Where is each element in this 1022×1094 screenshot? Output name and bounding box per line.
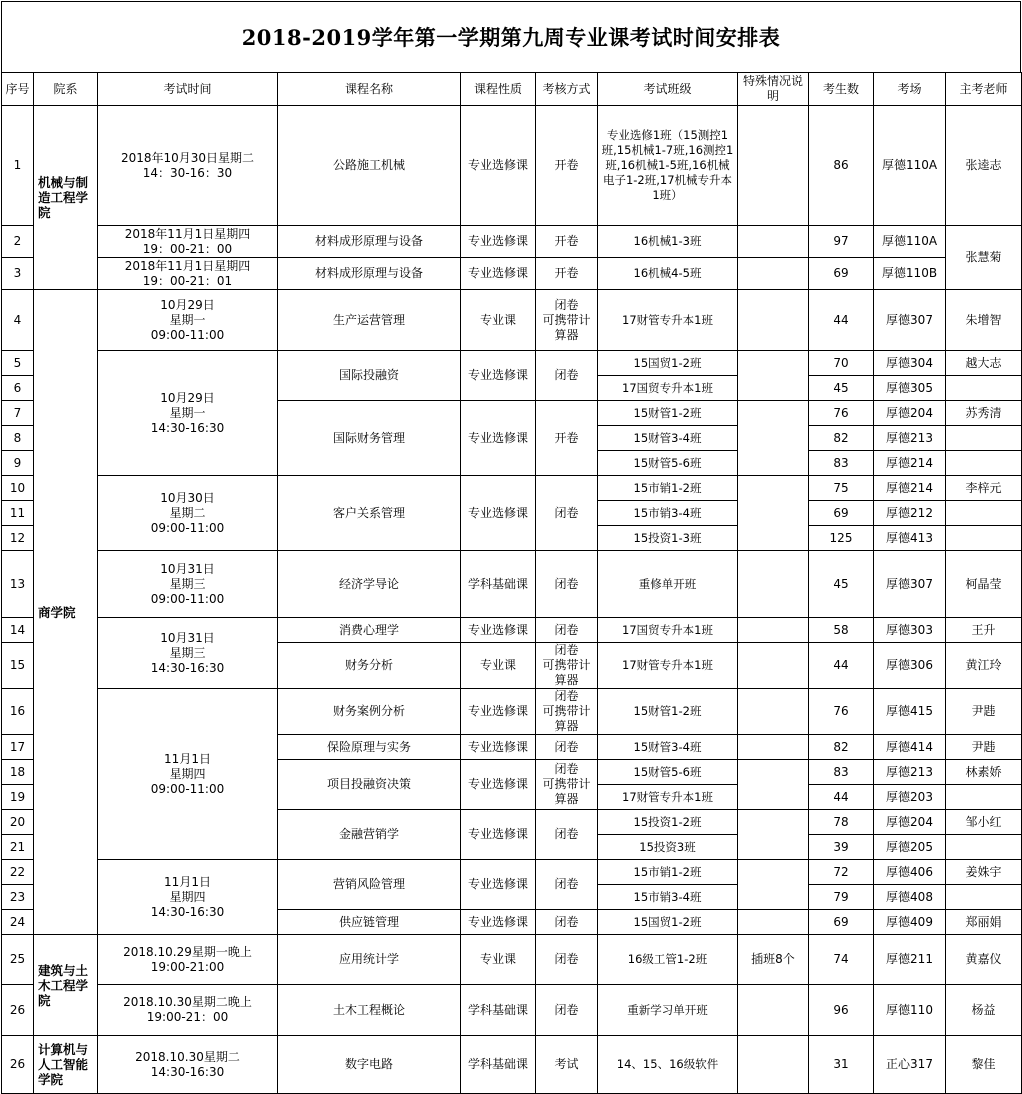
- course-type-cell: 专业选修课: [461, 401, 536, 476]
- course-name-cell: 财务分析: [278, 643, 461, 689]
- room-cell: 厚德414: [874, 735, 946, 760]
- exam-method-cell: 闭卷 可携带计算器: [536, 760, 598, 810]
- exam-method-cell: 开卷: [536, 106, 598, 226]
- student-count-cell: 75: [809, 476, 874, 501]
- class-cell: 15投资1-2班: [598, 810, 738, 835]
- room-cell: 厚德213: [874, 760, 946, 785]
- note-cell: [738, 618, 809, 643]
- row-number: 24: [2, 910, 34, 935]
- exam-method-cell: 闭卷: [536, 985, 598, 1036]
- class-cell: 15市销1-2班: [598, 476, 738, 501]
- student-count-cell: 82: [809, 426, 874, 451]
- room-cell: 厚德415: [874, 689, 946, 735]
- class-cell: 15市销1-2班: [598, 860, 738, 885]
- student-count-cell: 96: [809, 985, 874, 1036]
- course-name-cell: 应用统计学: [278, 935, 461, 985]
- course-type-cell: 学科基础课: [461, 551, 536, 618]
- course-type-cell: 学科基础课: [461, 1036, 536, 1094]
- student-count-cell: 58: [809, 618, 874, 643]
- note-cell: [738, 226, 809, 258]
- student-count-cell: 39: [809, 835, 874, 860]
- row-number: 19: [2, 785, 34, 810]
- class-cell: 重修单开班: [598, 551, 738, 618]
- room-cell: 厚德110A: [874, 226, 946, 258]
- class-cell: 17财管专升本1班: [598, 290, 738, 351]
- course-type-cell: 专业选修课: [461, 258, 536, 290]
- row-number: 7: [2, 401, 34, 426]
- course-name-cell: 材料成形原理与设备: [278, 258, 461, 290]
- teacher-cell: [946, 835, 1022, 860]
- teacher-cell: [946, 526, 1022, 551]
- note-cell: [738, 810, 809, 860]
- teacher-cell: 朱增智: [946, 290, 1022, 351]
- exam-method-cell: 闭卷: [536, 476, 598, 551]
- course-name-cell: 财务案例分析: [278, 689, 461, 735]
- class-cell: 17国贸专升本1班: [598, 618, 738, 643]
- course-type-cell: 学科基础课: [461, 985, 536, 1036]
- student-count-cell: 31: [809, 1036, 874, 1094]
- exam-time-cell: 2018年11月1日星期四 19：00-21：00: [98, 226, 278, 258]
- room-cell: 厚德214: [874, 476, 946, 501]
- exam-schedule-table: [1, 72, 1022, 1094]
- teacher-cell: 张慧菊: [946, 226, 1022, 290]
- exam-time-cell: 11月1日 星期四 09:00-11:00: [98, 689, 278, 860]
- course-name-cell: 数字电路: [278, 1036, 461, 1094]
- column-header: 课程性质: [461, 73, 536, 106]
- exam-time-cell: 2018.10.29星期一晚上 19:00-21:00: [98, 935, 278, 985]
- teacher-cell: 黎佳: [946, 1036, 1022, 1094]
- teacher-cell: 杨益: [946, 985, 1022, 1036]
- row-number: 15: [2, 643, 34, 689]
- course-type-cell: 专业选修课: [461, 810, 536, 860]
- course-name-cell: 营销风险管理: [278, 860, 461, 910]
- room-cell: 厚德205: [874, 835, 946, 860]
- course-type-cell: 专业选修课: [461, 735, 536, 760]
- exam-time-cell: 2018年10月30日星期二 14：30-16：30: [98, 106, 278, 226]
- table-row: [2, 106, 1022, 226]
- class-cell: 15财管3-4班: [598, 426, 738, 451]
- exam-method-cell: 闭卷 可携带计算器: [536, 689, 598, 735]
- exam-method-cell: 闭卷: [536, 935, 598, 985]
- student-count-cell: 45: [809, 551, 874, 618]
- teacher-cell: 尹韪: [946, 689, 1022, 735]
- class-cell: 15财管3-4班: [598, 735, 738, 760]
- student-count-cell: 45: [809, 376, 874, 401]
- course-type-cell: 专业课: [461, 290, 536, 351]
- column-header: 考试时间: [98, 73, 278, 106]
- table-row: [2, 551, 1022, 618]
- course-type-cell: 专业选修课: [461, 226, 536, 258]
- class-cell: 重新学习单开班: [598, 985, 738, 1036]
- exam-method-cell: 开卷: [536, 401, 598, 476]
- class-cell: 15财管5-6班: [598, 451, 738, 476]
- table-row: [2, 618, 1022, 643]
- teacher-cell: [946, 426, 1022, 451]
- student-count-cell: 83: [809, 451, 874, 476]
- row-number: 22: [2, 860, 34, 885]
- class-cell: 14、15、16级软件: [598, 1036, 738, 1094]
- student-count-cell: 72: [809, 860, 874, 885]
- teacher-cell: 黄嘉仪: [946, 935, 1022, 985]
- exam-method-cell: 闭卷: [536, 735, 598, 760]
- class-cell: 专业选修1班（15测控1班,15机械1-7班,16测控1班,16机械1-5班,16机械电子1-2班,17机械专升本1班）: [598, 106, 738, 226]
- exam-time-cell: 10月30日 星期二 09:00-11:00: [98, 476, 278, 551]
- table-row: [2, 476, 1022, 501]
- class-cell: 15财管5-6班: [598, 760, 738, 785]
- teacher-cell: 张逵志: [946, 106, 1022, 226]
- row-number: 8: [2, 426, 34, 451]
- table-row: [2, 860, 1022, 885]
- table-row: [2, 1036, 1022, 1094]
- exam-method-cell: 闭卷: [536, 810, 598, 860]
- note-cell: 插班8个: [738, 935, 809, 985]
- teacher-cell: 郑丽娟: [946, 910, 1022, 935]
- exam-method-cell: 闭卷: [536, 551, 598, 618]
- course-name-cell: 国际财务管理: [278, 401, 461, 476]
- class-cell: 16机械1-3班: [598, 226, 738, 258]
- course-type-cell: 专业选修课: [461, 860, 536, 910]
- room-cell: 正心317: [874, 1036, 946, 1094]
- column-header: 考生数: [809, 73, 874, 106]
- course-name-cell: 客户关系管理: [278, 476, 461, 551]
- table-row: [2, 935, 1022, 985]
- room-cell: 厚德307: [874, 551, 946, 618]
- note-cell: [738, 476, 809, 551]
- teacher-cell: 林素娇: [946, 760, 1022, 785]
- exam-method-cell: 开卷: [536, 226, 598, 258]
- row-number: 6: [2, 376, 34, 401]
- room-cell: 厚德204: [874, 810, 946, 835]
- teacher-cell: [946, 451, 1022, 476]
- room-cell: 厚德408: [874, 885, 946, 910]
- student-count-cell: 78: [809, 810, 874, 835]
- exam-time-cell: 2018.10.30星期二 14:30-16:30: [98, 1036, 278, 1094]
- note-cell: [738, 1036, 809, 1094]
- class-cell: 17国贸专升本1班: [598, 376, 738, 401]
- room-cell: 厚德303: [874, 618, 946, 643]
- course-type-cell: 专业选修课: [461, 476, 536, 551]
- course-name-cell: 国际投融资: [278, 351, 461, 401]
- room-cell: 厚德211: [874, 935, 946, 985]
- course-name-cell: 生产运营管理: [278, 290, 461, 351]
- student-count-cell: 125: [809, 526, 874, 551]
- teacher-cell: [946, 501, 1022, 526]
- room-cell: 厚德305: [874, 376, 946, 401]
- column-header: 考试班级: [598, 73, 738, 106]
- department-cell: 机械与制造工程学院: [34, 106, 98, 290]
- row-number: 10: [2, 476, 34, 501]
- exam-method-cell: 闭卷 可携带计算器: [536, 290, 598, 351]
- room-cell: 厚德203: [874, 785, 946, 810]
- room-cell: 厚德213: [874, 426, 946, 451]
- note-cell: [738, 551, 809, 618]
- teacher-cell: 越大志: [946, 351, 1022, 376]
- course-type-cell: 专业课: [461, 935, 536, 985]
- table-row: [2, 226, 1022, 258]
- row-number: 18: [2, 760, 34, 785]
- student-count-cell: 44: [809, 643, 874, 689]
- teacher-cell: [946, 376, 1022, 401]
- room-cell: 厚德110: [874, 985, 946, 1036]
- room-cell: 厚德214: [874, 451, 946, 476]
- course-name-cell: 保险原理与实务: [278, 735, 461, 760]
- teacher-cell: [946, 785, 1022, 810]
- teacher-cell: 邹小红: [946, 810, 1022, 835]
- student-count-cell: 76: [809, 689, 874, 735]
- student-count-cell: 74: [809, 935, 874, 985]
- exam-method-cell: 开卷: [536, 258, 598, 290]
- exam-time-cell: 10月31日 星期三 14:30-16:30: [98, 618, 278, 689]
- class-cell: 17财管专升本1班: [598, 785, 738, 810]
- course-type-cell: 专业选修课: [461, 106, 536, 226]
- column-header: 考场: [874, 73, 946, 106]
- row-number: 5: [2, 351, 34, 376]
- student-count-cell: 69: [809, 501, 874, 526]
- room-cell: 厚德306: [874, 643, 946, 689]
- course-name-cell: 公路施工机械: [278, 106, 461, 226]
- room-cell: 厚德406: [874, 860, 946, 885]
- note-cell: [738, 290, 809, 351]
- row-number: 1: [2, 106, 34, 226]
- room-cell: 厚德307: [874, 290, 946, 351]
- row-number: 17: [2, 735, 34, 760]
- student-count-cell: 44: [809, 785, 874, 810]
- row-number: 4: [2, 290, 34, 351]
- row-number: 13: [2, 551, 34, 618]
- table-row: [2, 689, 1022, 735]
- table-row: [2, 258, 1022, 290]
- note-cell: [738, 910, 809, 935]
- course-type-cell: 专业课: [461, 643, 536, 689]
- column-header: 序号: [2, 73, 34, 106]
- course-name-cell: 供应链管理: [278, 910, 461, 935]
- row-number: 23: [2, 885, 34, 910]
- student-count-cell: 70: [809, 351, 874, 376]
- row-number: 26: [2, 1036, 34, 1094]
- exam-method-cell: 考试: [536, 1036, 598, 1094]
- class-cell: 15投资3班: [598, 835, 738, 860]
- student-count-cell: 86: [809, 106, 874, 226]
- header-row: [2, 73, 1022, 106]
- course-type-cell: 专业选修课: [461, 910, 536, 935]
- note-cell: [738, 351, 809, 401]
- room-cell: 厚德413: [874, 526, 946, 551]
- course-type-cell: 专业选修课: [461, 618, 536, 643]
- class-cell: 15市销3-4班: [598, 885, 738, 910]
- class-cell: 17财管专升本1班: [598, 643, 738, 689]
- class-cell: 15财管1-2班: [598, 689, 738, 735]
- table-row: [2, 985, 1022, 1036]
- course-name-cell: 土木工程概论: [278, 985, 461, 1036]
- teacher-cell: 王升: [946, 618, 1022, 643]
- class-cell: 16级工管1-2班: [598, 935, 738, 985]
- note-cell: [738, 985, 809, 1036]
- course-type-cell: 专业选修课: [461, 351, 536, 401]
- student-count-cell: 69: [809, 258, 874, 290]
- student-count-cell: 79: [809, 885, 874, 910]
- student-count-cell: 83: [809, 760, 874, 785]
- row-number: 14: [2, 618, 34, 643]
- row-number: 2: [2, 226, 34, 258]
- row-number: 12: [2, 526, 34, 551]
- course-name-cell: 消费心理学: [278, 618, 461, 643]
- course-name-cell: 金融营销学: [278, 810, 461, 860]
- row-number: 25: [2, 935, 34, 985]
- class-cell: 15投资1-3班: [598, 526, 738, 551]
- course-type-cell: 专业选修课: [461, 689, 536, 735]
- note-cell: [738, 258, 809, 290]
- note-cell: [738, 106, 809, 226]
- room-cell: 厚德110B: [874, 258, 946, 290]
- column-header: 主考老师: [946, 73, 1022, 106]
- class-cell: 15国贸1-2班: [598, 910, 738, 935]
- column-header: 考核方式: [536, 73, 598, 106]
- exam-method-cell: 闭卷: [536, 910, 598, 935]
- teacher-cell: 姜姝宇: [946, 860, 1022, 885]
- exam-method-cell: 闭卷: [536, 618, 598, 643]
- teacher-cell: [946, 885, 1022, 910]
- student-count-cell: 82: [809, 735, 874, 760]
- note-cell: [738, 735, 809, 760]
- column-header: 院系: [34, 73, 98, 106]
- class-cell: 15市销3-4班: [598, 501, 738, 526]
- exam-time-cell: 11月1日 星期四 14:30-16:30: [98, 860, 278, 935]
- note-cell: [738, 860, 809, 910]
- student-count-cell: 76: [809, 401, 874, 426]
- course-name-cell: 项目投融资决策: [278, 760, 461, 810]
- row-number: 16: [2, 689, 34, 735]
- row-number: 3: [2, 258, 34, 290]
- teacher-cell: 苏秀清: [946, 401, 1022, 426]
- exam-time-cell: 10月31日 星期三 09:00-11:00: [98, 551, 278, 618]
- exam-method-cell: 闭卷: [536, 351, 598, 401]
- department-cell: 商学院: [34, 290, 98, 935]
- table-row: [2, 290, 1022, 351]
- note-cell: [738, 401, 809, 476]
- room-cell: 厚德204: [874, 401, 946, 426]
- exam-method-cell: 闭卷 可携带计算器: [536, 643, 598, 689]
- exam-time-cell: 10月29日 星期一 14:30-16:30: [98, 351, 278, 476]
- teacher-cell: 尹韪: [946, 735, 1022, 760]
- page-title: [1, 1, 1021, 73]
- teacher-cell: 黄江玲: [946, 643, 1022, 689]
- exam-time-cell: 2018.10.30星期二晚上 19:00-21：00: [98, 985, 278, 1036]
- student-count-cell: 44: [809, 290, 874, 351]
- row-number: 11: [2, 501, 34, 526]
- student-count-cell: 69: [809, 910, 874, 935]
- column-header: 课程名称: [278, 73, 461, 106]
- teacher-cell: 李梓元: [946, 476, 1022, 501]
- course-name-cell: 经济学导论: [278, 551, 461, 618]
- row-number: 9: [2, 451, 34, 476]
- note-cell: [738, 643, 809, 689]
- exam-time-cell: 2018年11月1日星期四 19：00-21：01: [98, 258, 278, 290]
- teacher-cell: 柯晶莹: [946, 551, 1022, 618]
- note-cell: [738, 760, 809, 810]
- table-row: [2, 351, 1022, 376]
- class-cell: 16机械4-5班: [598, 258, 738, 290]
- department-cell: 建筑与土木工程学院: [34, 935, 98, 1036]
- student-count-cell: 97: [809, 226, 874, 258]
- class-cell: 15国贸1-2班: [598, 351, 738, 376]
- row-number: 26: [2, 985, 34, 1036]
- department-cell: 计算机与人工智能学院: [34, 1036, 98, 1094]
- class-cell: 15财管1-2班: [598, 401, 738, 426]
- exam-method-cell: 闭卷: [536, 860, 598, 910]
- course-name-cell: 材料成形原理与设备: [278, 226, 461, 258]
- room-cell: 厚德212: [874, 501, 946, 526]
- room-cell: 厚德409: [874, 910, 946, 935]
- row-number: 20: [2, 810, 34, 835]
- column-header: 特殊情况说明: [738, 73, 809, 106]
- course-type-cell: 专业选修课: [461, 760, 536, 810]
- page-title-text: 2018-2019学年第一学期第九周专业课考试时间安排表: [241, 25, 781, 50]
- room-cell: 厚德304: [874, 351, 946, 376]
- room-cell: 厚德110A: [874, 106, 946, 226]
- note-cell: [738, 689, 809, 735]
- exam-time-cell: 10月29日 星期一 09:00-11:00: [98, 290, 278, 351]
- row-number: 21: [2, 835, 34, 860]
